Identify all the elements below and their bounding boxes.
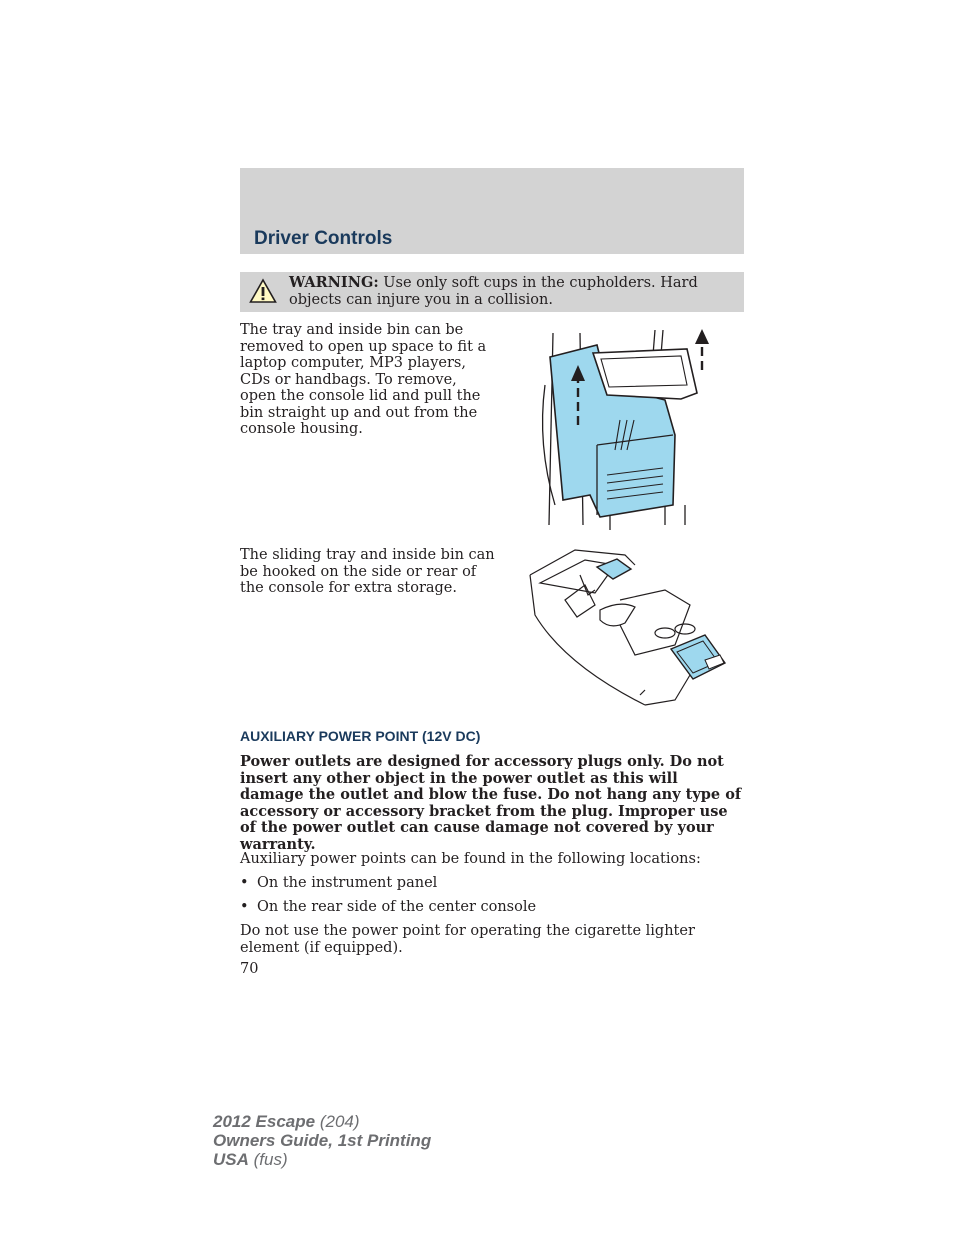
power-point-intro: Auxiliary power points can be found in the following locations: (240, 851, 701, 867)
section-title: Driver Controls (254, 228, 393, 249)
footer-model: 2012 Escape (213, 1112, 316, 1131)
list-item: • On the rear side of the center console (240, 899, 537, 915)
warning-text (289, 275, 734, 308)
tray-hook-paragraph: The sliding tray and inside bin can be hooked on the side or rear of the console for extra storage. (240, 547, 495, 596)
footer-market: USA (213, 1150, 249, 1169)
footer-model-code: (204) (319, 1112, 360, 1131)
section-header-band (240, 168, 744, 254)
warning-triangle-icon (249, 278, 277, 304)
warning-body: Use only soft cups in the cupholders. Hard objects can injure you in a collision. (289, 275, 698, 308)
location-instrument-panel: On the instrument panel (257, 875, 438, 891)
warning-box (240, 272, 744, 312)
page-number: 70 (240, 961, 259, 977)
power-point-heading: AUXILIARY POWER POINT (12V DC) (240, 728, 481, 744)
bin-removal-illustration (535, 325, 730, 530)
power-point-caution: Power outlets are designed for accessory plugs only. Do not insert any other object in the power outlet as this will damage the outlet and blow the fuse. Do not hang any type of accessory or accessory bracket from the plug. Improper use of the power outlet can cause damage not covered by your warranty. (240, 753, 742, 853)
footer-market-code: (fus) (253, 1150, 288, 1169)
warning-label: WARNING: (289, 274, 379, 291)
console-tray-illustration (525, 545, 730, 710)
bin-removal-paragraph: The tray and inside bin can be removed to open up space to fit a laptop computer, MP3 players, CDs or handbags. To remove, open the console lid and pull the bin straight up and out from the console housing. (240, 322, 487, 437)
footer-edition: Owners Guide, 1st Printing (213, 1131, 432, 1150)
power-point-note: Do not use the power point for operating the cigarette lighter element (if equipped). (240, 923, 695, 956)
list-item: • On the instrument panel (240, 875, 438, 891)
location-center-console: On the rear side of the center console (257, 899, 537, 915)
document-footer (213, 1112, 431, 1169)
